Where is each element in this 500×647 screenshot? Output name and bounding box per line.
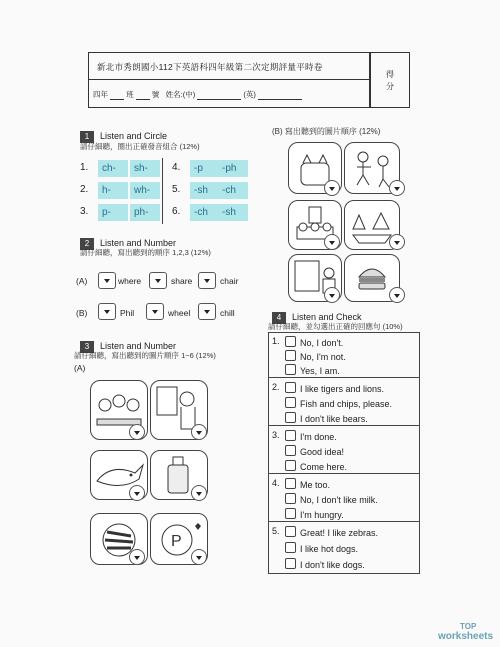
- question-number: 5.: [272, 526, 280, 536]
- checkbox[interactable]: [285, 493, 296, 504]
- checkbox[interactable]: [285, 542, 296, 553]
- checkbox[interactable]: [285, 382, 296, 393]
- grade-blank[interactable]: [110, 99, 124, 100]
- score-label-2: 分: [386, 82, 394, 91]
- option-text: No, I don't.: [300, 338, 344, 348]
- option-text: Me too.: [300, 480, 331, 490]
- question-number: 1.: [272, 336, 280, 346]
- section3-number: 3: [80, 341, 94, 353]
- section3-title: Listen and Number: [100, 341, 177, 351]
- s1-option[interactable]: -ch: [190, 204, 218, 221]
- option-text: Yes, I am.: [300, 366, 340, 376]
- s1-option[interactable]: h-: [98, 182, 128, 199]
- answer-option[interactable]: [285, 493, 378, 505]
- s1-option[interactable]: -sh: [218, 204, 248, 221]
- order-dropdown[interactable]: [198, 272, 216, 289]
- checkbox[interactable]: [285, 508, 296, 519]
- order-dropdown[interactable]: [129, 549, 145, 565]
- section3-instruction: 請仔細聽，寫出聽到的圖片順序 1~6 (12%): [74, 351, 216, 360]
- s1-option[interactable]: sh-: [130, 160, 160, 177]
- answer-option[interactable]: [285, 542, 358, 554]
- s1-option[interactable]: p-: [98, 204, 128, 221]
- section2-number: 2: [80, 238, 94, 250]
- word-label: where: [118, 276, 142, 286]
- row-divider: [269, 473, 419, 474]
- grade-label: 四年: [93, 90, 108, 99]
- checkbox[interactable]: [285, 350, 296, 361]
- s1-item-num: 3.: [80, 206, 89, 217]
- s1-option[interactable]: -p: [190, 160, 218, 177]
- answer-option[interactable]: [285, 397, 392, 409]
- s1-option[interactable]: ch-: [98, 160, 128, 177]
- order-dropdown[interactable]: [146, 303, 164, 320]
- s1-option[interactable]: -ph: [218, 160, 248, 177]
- watermark-logo: worksheets: [438, 631, 494, 642]
- order-dropdown[interactable]: [324, 287, 340, 303]
- word-label: chill: [220, 308, 235, 318]
- answer-option[interactable]: [285, 412, 368, 424]
- checkbox[interactable]: [285, 364, 296, 375]
- row-divider: [269, 377, 419, 378]
- exam-header: [88, 52, 370, 108]
- order-dropdown[interactable]: [389, 287, 405, 303]
- option-text: I'm done.: [300, 432, 337, 442]
- row-b-label: (B): [76, 308, 88, 318]
- option-text: Fish and chips, please.: [300, 399, 393, 409]
- checkbox[interactable]: [285, 445, 296, 456]
- answer-option[interactable]: [285, 430, 337, 442]
- order-dropdown[interactable]: [129, 424, 145, 440]
- order-dropdown[interactable]: [98, 272, 116, 289]
- s1-item-num: 1.: [80, 162, 89, 173]
- number-label: 號: [151, 90, 160, 99]
- s1-item-num: 5.: [172, 184, 181, 195]
- s1-option[interactable]: -ch: [218, 182, 248, 199]
- order-dropdown[interactable]: [191, 485, 207, 501]
- order-dropdown[interactable]: [149, 272, 167, 289]
- english-name-label: (英): [243, 90, 256, 99]
- word-label: Phil: [120, 308, 135, 318]
- s1-item-num: 2.: [80, 184, 89, 195]
- section2-instruction: 請仔細聽，寫出聽到的順序 1,2,3 (12%): [80, 248, 211, 257]
- option-text: Come here.: [300, 462, 348, 472]
- order-dropdown[interactable]: [98, 303, 116, 320]
- answer-option[interactable]: [285, 558, 365, 570]
- header-divider: [89, 79, 369, 80]
- section4-title: Listen and Check: [292, 312, 362, 322]
- number-blank[interactable]: [136, 99, 150, 100]
- row-a-label: (A): [76, 276, 88, 286]
- answer-option[interactable]: [285, 445, 344, 457]
- section1-instruction: 請仔細聽，圈出正確發音組合 (12%): [80, 142, 200, 151]
- exam-title: 新北市秀朗國小112下英語科四年級第二次定期評量平時卷: [97, 62, 323, 72]
- s1-column-divider: [162, 158, 163, 224]
- class-label: 班: [126, 90, 134, 99]
- english-name-blank[interactable]: [258, 99, 302, 100]
- svg-text:P: P: [171, 533, 182, 550]
- word-label: wheel: [168, 308, 191, 318]
- answer-option[interactable]: [285, 364, 340, 376]
- answer-option[interactable]: [285, 382, 384, 394]
- checkbox[interactable]: [285, 460, 296, 471]
- checkbox[interactable]: [285, 430, 296, 441]
- chinese-name-blank[interactable]: [197, 99, 241, 100]
- score-box: [370, 52, 410, 108]
- answer-option[interactable]: [285, 478, 330, 490]
- section3-part-a: (A): [74, 363, 86, 373]
- section2-title: Listen and Number: [100, 238, 177, 248]
- order-dropdown[interactable]: [191, 424, 207, 440]
- answer-option[interactable]: [285, 460, 347, 472]
- word-label: share: [171, 276, 193, 286]
- order-dropdown[interactable]: [129, 485, 145, 501]
- option-text: I like tigers and lions.: [300, 384, 385, 394]
- checkbox[interactable]: [285, 478, 296, 489]
- section1-title: Listen and Circle: [100, 131, 168, 141]
- s1-option[interactable]: wh-: [130, 182, 160, 199]
- checkbox[interactable]: [285, 412, 296, 423]
- row-divider: [269, 425, 419, 426]
- s1-item-num: 6.: [172, 206, 181, 217]
- order-dropdown[interactable]: [324, 180, 340, 196]
- order-dropdown[interactable]: [389, 180, 405, 196]
- option-text: I don't like bears.: [300, 414, 368, 424]
- section1-number: 1: [80, 131, 94, 143]
- order-dropdown[interactable]: [389, 234, 405, 250]
- s1-option[interactable]: -sh: [190, 182, 218, 199]
- checkbox[interactable]: [285, 526, 296, 537]
- checkbox[interactable]: [285, 558, 296, 569]
- word-label: chair: [220, 276, 239, 286]
- answer-option[interactable]: [285, 526, 378, 538]
- option-text: I'm hungry.: [300, 510, 344, 520]
- option-text: No, I'm not.: [300, 352, 346, 362]
- answer-option[interactable]: [285, 350, 346, 362]
- section4-instruction: 請仔細聽，並勾選出正確的回應句 (10%): [268, 322, 403, 331]
- question-number: 4.: [272, 478, 280, 488]
- question-number: 3.: [272, 430, 280, 440]
- checkbox[interactable]: [285, 397, 296, 408]
- answer-option[interactable]: [285, 336, 343, 348]
- checkbox[interactable]: [285, 336, 296, 347]
- option-text: I don't like dogs.: [300, 560, 365, 570]
- option-text: No, I don't like milk.: [300, 495, 378, 505]
- s1-option[interactable]: ph-: [130, 204, 160, 221]
- name-label: 姓名:(中): [165, 90, 196, 99]
- score-label-1: 得: [386, 70, 394, 79]
- order-dropdown[interactable]: [191, 549, 207, 565]
- row-divider: [269, 521, 419, 522]
- part-b-instruction: (B) 寫出聽到的圖片順序 (12%): [272, 127, 381, 136]
- option-text: Good idea!: [300, 447, 345, 457]
- answer-option[interactable]: [285, 508, 344, 520]
- section4-number: 4: [272, 312, 286, 324]
- watermark-top: TOP: [460, 622, 477, 631]
- order-dropdown[interactable]: [198, 303, 216, 320]
- order-dropdown[interactable]: [324, 234, 340, 250]
- option-text: I like hot dogs.: [300, 544, 359, 554]
- s1-item-num: 4.: [172, 162, 181, 173]
- student-info-row: [93, 89, 302, 100]
- question-number: 2.: [272, 382, 280, 392]
- option-text: Great! I like zebras.: [300, 528, 379, 538]
